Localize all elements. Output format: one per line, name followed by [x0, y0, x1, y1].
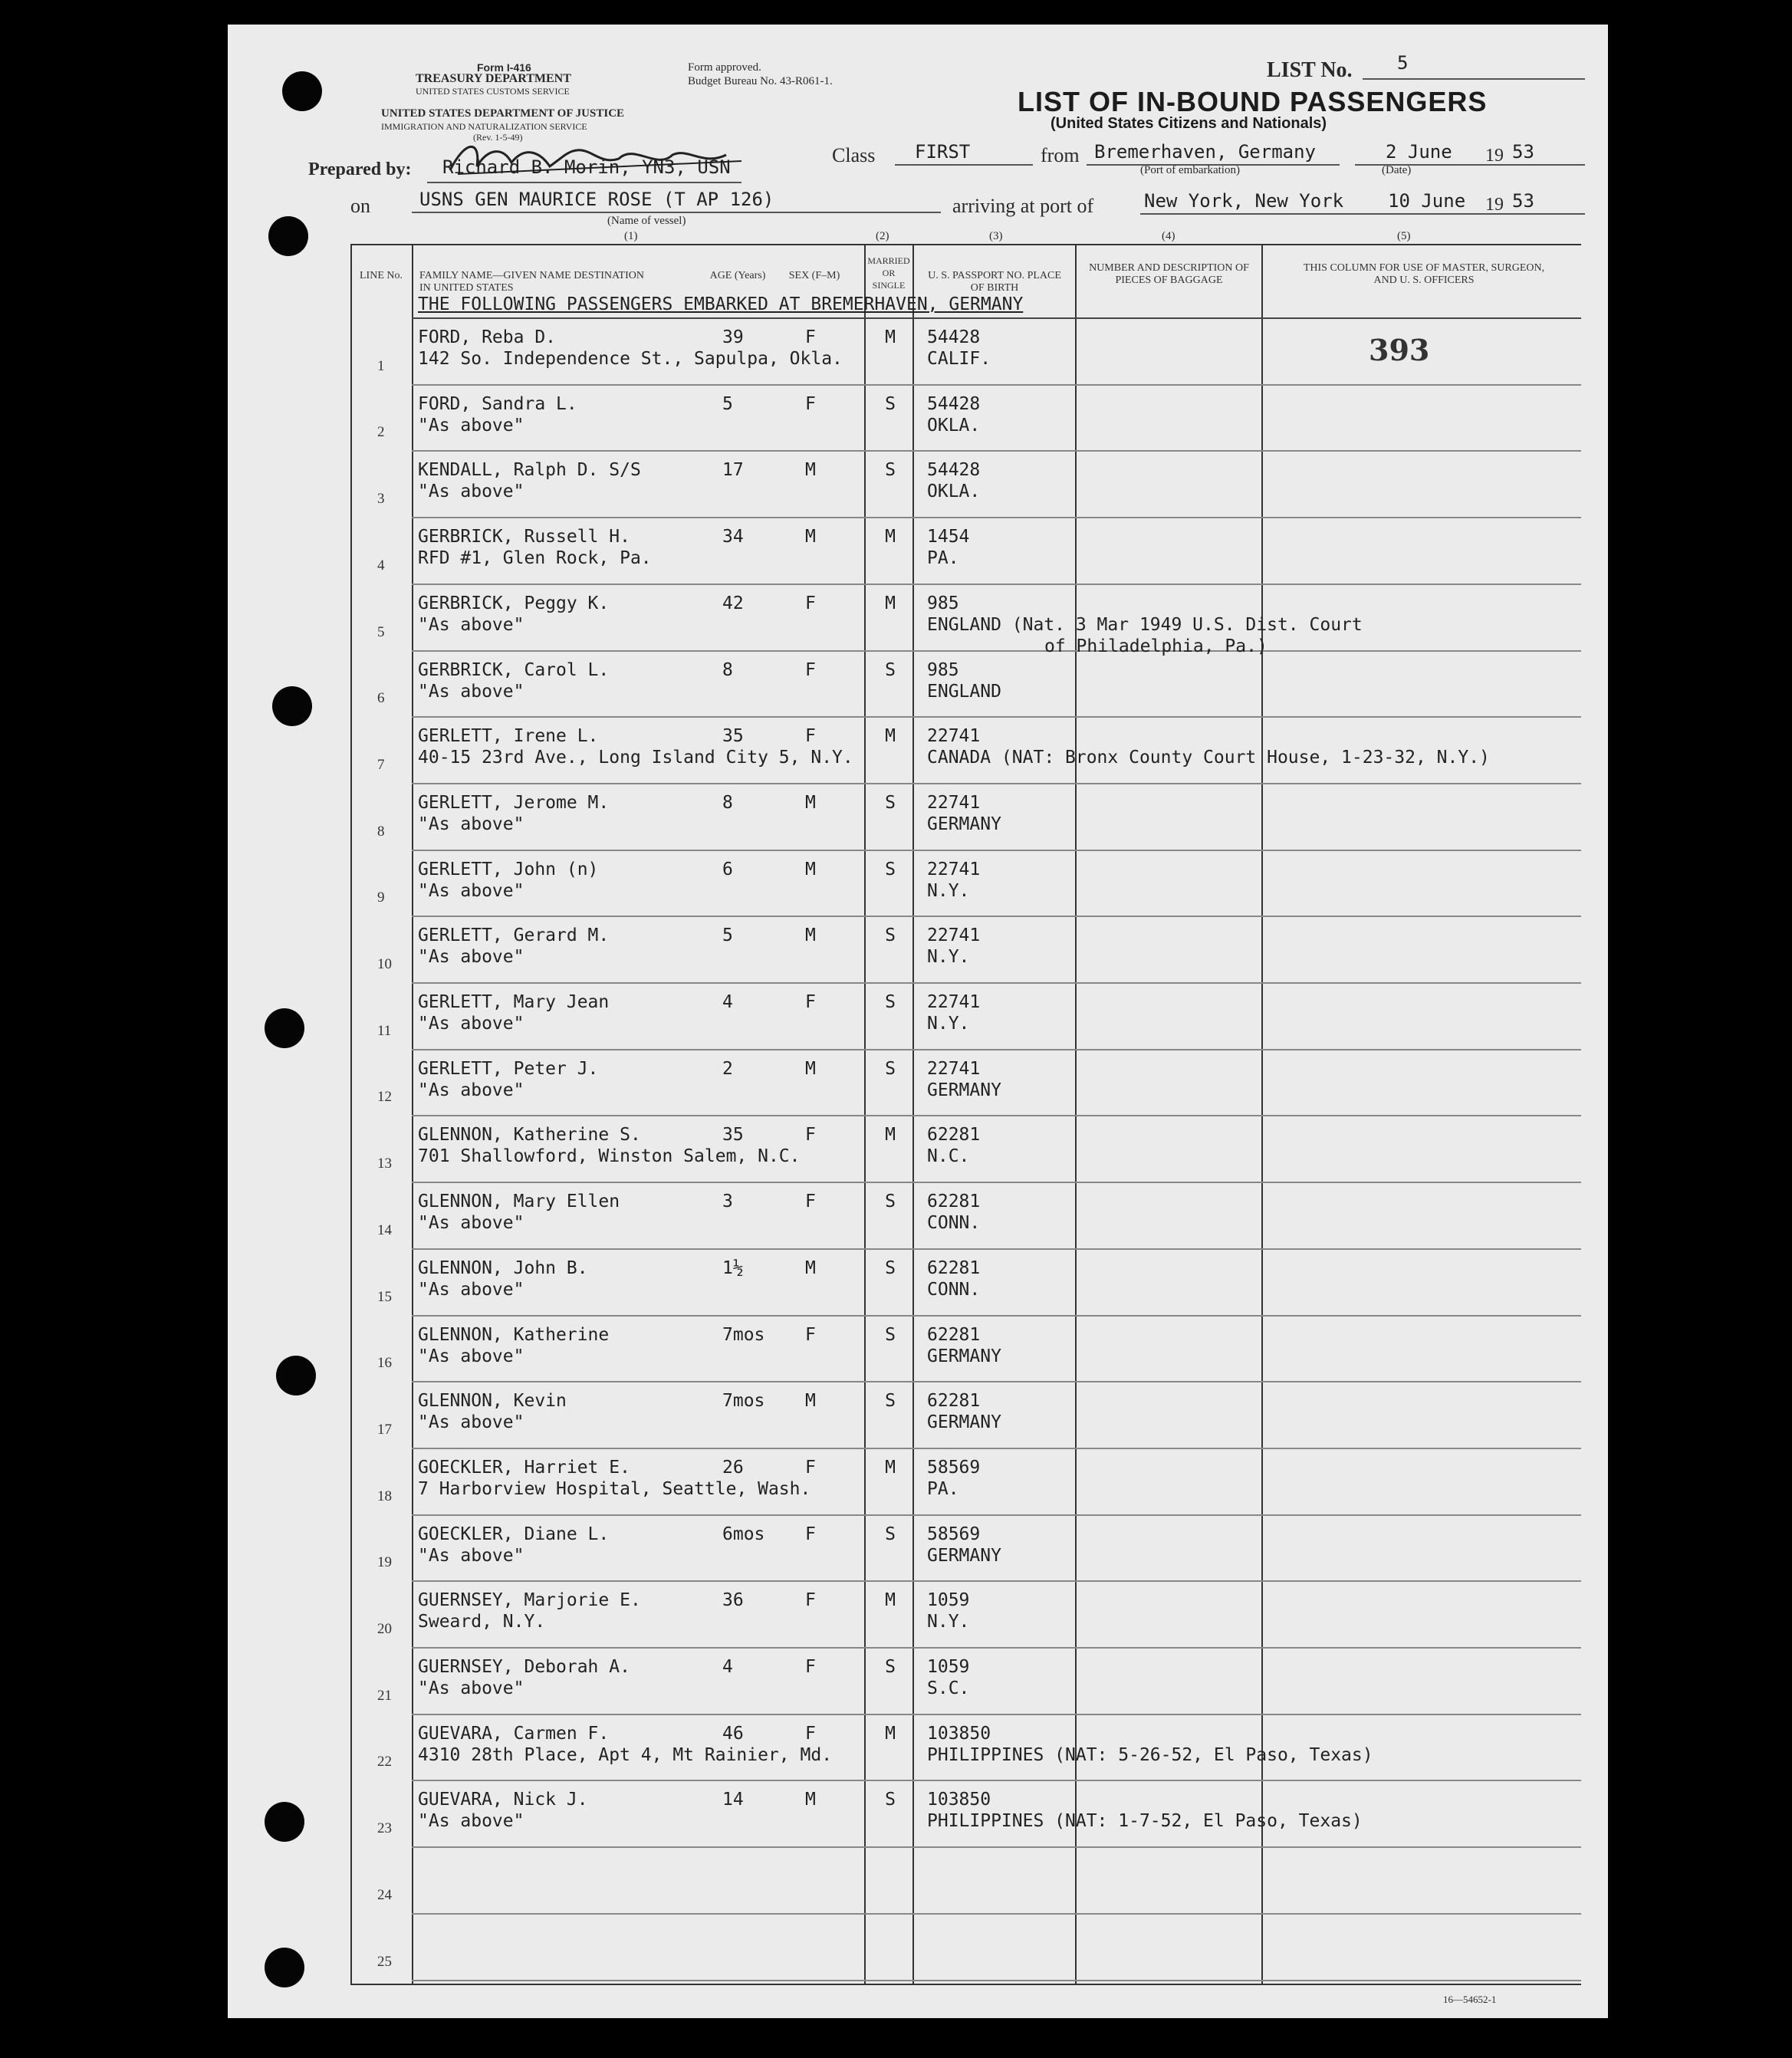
treasury-label: TREASURY DEPARTMENT: [416, 72, 571, 85]
place-of-birth: S.C.: [927, 1678, 970, 1698]
table-left-border: [350, 244, 352, 1984]
passenger-age: 2: [722, 1059, 733, 1079]
row-divider: [412, 982, 1581, 984]
passenger-sex: F: [805, 1524, 816, 1544]
budget-label: Budget Bureau No. 43-R061-1.: [688, 75, 833, 87]
passenger-marital-status: S: [885, 460, 896, 480]
passenger-name: GLENNON, Katherine: [418, 1325, 610, 1345]
passenger-name: GERBRICK, Peggy K.: [418, 593, 610, 613]
row-divider: [412, 1115, 1581, 1116]
divider-married: [912, 244, 914, 1984]
passenger-destination: "As above": [418, 814, 524, 834]
row-divider: [412, 1913, 1581, 1915]
vessel-caption: (Name of vessel): [607, 215, 686, 227]
passenger-age: 6mos: [722, 1524, 765, 1544]
passenger-sex: F: [805, 394, 816, 414]
passenger-name: GERLETT, Mary Jean: [418, 992, 610, 1012]
on-label: on: [350, 195, 370, 217]
row-divider: [412, 1647, 1581, 1649]
passenger-name: GERLETT, John (n): [418, 860, 599, 879]
passenger-destination: "As above": [418, 1678, 524, 1698]
passenger-age: 3: [722, 1192, 733, 1211]
row-divider: [412, 716, 1581, 718]
passport-number: 22741: [927, 925, 981, 945]
row-divider: [412, 584, 1581, 585]
passenger-marital-status: M: [885, 1458, 896, 1478]
passenger-marital-status: M: [885, 1590, 896, 1610]
place-of-birth: OKLA.: [927, 416, 981, 436]
passenger-sex: F: [805, 992, 816, 1012]
passport-number: 1059: [927, 1657, 970, 1677]
line-number: 5: [377, 624, 385, 640]
binder-hole: [265, 1948, 304, 1987]
passenger-name: GERLETT, Gerard M.: [418, 925, 610, 945]
passenger-marital-status: M: [885, 1724, 896, 1744]
passport-number: 22741: [927, 992, 981, 1012]
passenger-marital-status: S: [885, 992, 896, 1012]
row-divider: [412, 1381, 1581, 1382]
passenger-destination: "As above": [418, 615, 524, 635]
port-caption: (Port of embarkation): [1140, 164, 1240, 176]
table-top-border: [350, 244, 1581, 245]
passenger-sex: M: [805, 793, 816, 813]
row-divider: [412, 1780, 1581, 1781]
arrival-date: 10 June: [1388, 190, 1466, 212]
binder-hole: [265, 1008, 304, 1048]
passenger-destination: "As above": [418, 947, 524, 967]
passenger-marital-status: M: [885, 1125, 896, 1145]
line-number: 12: [377, 1089, 392, 1105]
passenger-sex: F: [805, 1458, 816, 1478]
header-baggage: NUMBER AND DESCRIPTION OF PIECES OF BAGGAGE: [1089, 262, 1249, 286]
list-number-label: LIST No.: [1267, 58, 1353, 82]
passenger-name: GLENNON, Kevin: [418, 1391, 567, 1411]
line-number: 21: [377, 1688, 392, 1704]
passport-number: 1059: [927, 1590, 970, 1610]
passenger-destination: "As above": [418, 1080, 524, 1100]
vessel-name: USNS GEN MAURICE ROSE (T AP 126): [419, 189, 774, 210]
passenger-sex: M: [805, 1391, 816, 1411]
passenger-marital-status: S: [885, 394, 896, 414]
passenger-sex: M: [805, 1258, 816, 1278]
passenger-marital-status: M: [885, 726, 896, 746]
binder-hole: [265, 1802, 304, 1842]
form-sheet: [228, 25, 1608, 2018]
from-port: Bremerhaven, Germany: [1094, 141, 1316, 163]
arrival-year: 53: [1512, 190, 1534, 212]
line-number: 14: [377, 1222, 392, 1238]
passenger-destination: RFD #1, Glen Rock, Pa.: [418, 548, 652, 568]
passport-number: 58569: [927, 1524, 981, 1544]
passenger-destination: "As above": [418, 482, 524, 501]
row-divider: [412, 650, 1581, 652]
place-of-birth: PHILIPPINES (NAT: 1-7-52, El Paso, Texas): [927, 1811, 1363, 1831]
col-number-1: (1): [624, 230, 638, 242]
passenger-destination: 4310 28th Place, Apt 4, Mt Rainier, Md.: [418, 1745, 833, 1765]
passenger-age: 35: [722, 726, 744, 746]
embarked-note: THE FOLLOWING PASSENGERS EMBARKED AT BREMERHAVEN, GERMANY: [418, 294, 1024, 314]
passenger-destination: "As above": [418, 1213, 524, 1233]
passenger-age: 42: [722, 593, 744, 613]
place-of-birth: N.Y.: [927, 881, 970, 901]
passenger-sex: F: [805, 1192, 816, 1211]
passenger-age: 7mos: [722, 1391, 765, 1411]
passenger-name: GUEVARA, Nick J.: [418, 1790, 588, 1810]
passenger-sex: F: [805, 726, 816, 746]
passport-number: 62281: [927, 1125, 981, 1145]
line-number: 18: [377, 1488, 392, 1504]
line-number: 19: [377, 1554, 392, 1570]
place-of-birth: GERMANY: [927, 1546, 1001, 1566]
line-number: 17: [377, 1422, 392, 1438]
passenger-destination: "As above": [418, 1811, 524, 1831]
line-number: 10: [377, 956, 392, 972]
from-year: 53: [1512, 141, 1534, 163]
date-caption: (Date): [1382, 164, 1412, 176]
passenger-sex: F: [805, 1657, 816, 1677]
row-divider: [412, 1448, 1581, 1449]
passenger-marital-status: S: [885, 1790, 896, 1810]
passenger-destination: 142 So. Independence St., Sapulpa, Okla.: [418, 349, 843, 369]
place-of-birth: PA.: [927, 1479, 959, 1499]
passenger-marital-status: M: [885, 527, 896, 547]
passport-number: 985: [927, 660, 959, 680]
arrival-port: New York, New York: [1144, 190, 1344, 212]
passenger-name: GUERNSEY, Deborah A.: [418, 1657, 630, 1677]
passport-number: 22741: [927, 726, 981, 746]
passenger-age: 5: [722, 925, 733, 945]
officer-stamp-number: 393: [1369, 333, 1430, 367]
form-title: LIST OF IN-BOUND PASSENGERS: [1018, 86, 1488, 117]
row-divider: [412, 916, 1581, 917]
from-label: from: [1041, 144, 1080, 166]
passport-number: 54428: [927, 327, 981, 347]
binder-hole: [268, 216, 308, 256]
header-age: AGE (Years): [709, 270, 766, 281]
passenger-destination: "As above": [418, 1280, 524, 1300]
passenger-name: GLENNON, Mary Ellen: [418, 1192, 620, 1211]
passenger-sex: F: [805, 327, 816, 347]
divider-line-no: [412, 244, 413, 1984]
passenger-destination: Sweard, N.Y.: [418, 1612, 546, 1632]
header-sex: SEX (F–M): [788, 270, 840, 281]
binder-hole: [282, 71, 322, 111]
header-line-no: LINE No.: [360, 270, 403, 281]
header-officers: THIS COLUMN FOR USE OF MASTER, SURGEON, AND U. S. OFFICERS: [1303, 262, 1545, 286]
passenger-destination: 7 Harborview Hospital, Seattle, Wash.: [418, 1479, 811, 1499]
header-married: MARRIED OR SINGLE: [867, 255, 910, 291]
passenger-sex: F: [805, 1590, 816, 1610]
row-divider: [412, 517, 1581, 518]
passenger-age: 6: [722, 860, 733, 879]
from-year-prefix: 19: [1485, 146, 1504, 166]
form-code: 16—54652-1: [1443, 1994, 1497, 2005]
line-number: 13: [377, 1156, 392, 1172]
passenger-sex: M: [805, 925, 816, 945]
list-number: 5: [1397, 52, 1409, 74]
passenger-destination: 40-15 23rd Ave., Long Island City 5, N.Y.: [418, 748, 853, 768]
row-divider: [412, 783, 1581, 784]
line-number: 25: [377, 1954, 392, 1970]
divider-name: [864, 244, 866, 1984]
passenger-marital-status: S: [885, 1391, 896, 1411]
col-number-5: (5): [1397, 230, 1411, 242]
passenger-sex: F: [805, 1125, 816, 1145]
approval-label: Form approved.: [688, 61, 761, 74]
place-of-birth: PHILIPPINES (NAT: 5-26-52, El Paso, Texas): [927, 1745, 1373, 1765]
binder-hole: [276, 1356, 316, 1396]
passenger-sex: F: [805, 1724, 816, 1744]
place-of-birth: OKLA.: [927, 482, 981, 501]
place-of-birth: GERMANY: [927, 814, 1001, 834]
passenger-name: GOECKLER, Diane L.: [418, 1524, 610, 1544]
line-number: 23: [377, 1820, 392, 1836]
passport-number: 22741: [927, 1059, 981, 1079]
passenger-age: 1½: [722, 1258, 744, 1278]
col-number-3: (3): [989, 230, 1003, 242]
place-of-birth: N.C.: [927, 1146, 970, 1166]
passport-number: 1454: [927, 527, 970, 547]
prepared-by-label: Prepared by:: [308, 159, 412, 179]
passenger-destination: "As above": [418, 1412, 524, 1432]
passenger-name: GERLETT, Peter J.: [418, 1059, 599, 1079]
passenger-destination: "As above": [418, 1546, 524, 1566]
place-of-birth: ENGLAND: [927, 682, 1001, 702]
row-divider: [412, 1182, 1581, 1183]
passenger-marital-status: S: [885, 1657, 896, 1677]
passenger-name: GERBRICK, Russell H.: [418, 527, 630, 547]
passenger-destination: "As above": [418, 416, 524, 436]
passenger-destination: 701 Shallowford, Winston Salem, N.C.: [418, 1146, 801, 1166]
passenger-destination: "As above": [418, 1346, 524, 1366]
passenger-name: GOECKLER, Harriet E.: [418, 1458, 630, 1478]
place-of-birth: GERMANY: [927, 1080, 1001, 1100]
passenger-age: 17: [722, 460, 744, 480]
passport-number: 62281: [927, 1391, 981, 1411]
passenger-age: 35: [722, 1125, 744, 1145]
class-label: Class: [832, 144, 876, 166]
header-name: FAMILY NAME—GIVEN NAME DESTINATION IN UNITED STATES: [419, 270, 644, 294]
passport-number: 103850: [927, 1724, 991, 1744]
passenger-name: GUEVARA, Carmen F.: [418, 1724, 610, 1744]
passenger-age: 39: [722, 327, 744, 347]
line-number: 1: [377, 358, 385, 374]
line-number: 3: [377, 491, 385, 507]
line-number: 24: [377, 1887, 392, 1903]
passport-number: 22741: [927, 793, 981, 813]
arriving-label: arriving at port of: [952, 195, 1094, 217]
divider-passport: [1075, 244, 1077, 1984]
passenger-age: 7mos: [722, 1325, 765, 1345]
passenger-age: 4: [722, 992, 733, 1012]
passenger-sex: F: [805, 1325, 816, 1345]
row-divider: [412, 850, 1581, 851]
passenger-sex: M: [805, 460, 816, 480]
row-divider: [412, 1248, 1581, 1250]
place-of-birth: N.Y.: [927, 947, 970, 967]
row-divider: [412, 1714, 1581, 1715]
passport-number: 62281: [927, 1325, 981, 1345]
place-of-birth: CANADA (NAT: Bronx County Court House, 1-23-32, N.Y.): [927, 748, 1490, 768]
passenger-age: 5: [722, 394, 733, 414]
line-number: 4: [377, 557, 385, 574]
line-number: 20: [377, 1621, 392, 1637]
header-passport: U. S. PASSPORT NO. PLACE OF BIRTH: [928, 270, 1061, 294]
place-of-birth-cont: of Philadelphia, Pa.): [1044, 636, 1268, 656]
row-divider: [412, 1049, 1581, 1050]
row-divider: [412, 1315, 1581, 1317]
passenger-destination: "As above": [418, 881, 524, 901]
passenger-name: KENDALL, Ralph D. S/S: [418, 460, 641, 480]
form-subtitle: (United States Citizens and Nationals): [1051, 115, 1327, 132]
place-of-birth: CONN.: [927, 1280, 981, 1300]
justice-label: UNITED STATES DEPARTMENT OF JUSTICE: [381, 107, 625, 120]
place-of-birth: N.Y.: [927, 1014, 970, 1034]
place-of-birth: CONN.: [927, 1213, 981, 1233]
passenger-sex: M: [805, 1059, 816, 1079]
ins-label: IMMIGRATION AND NATURALIZATION SERVICE: [381, 121, 587, 132]
passenger-name: GERLETT, Irene L.: [418, 726, 599, 746]
from-date: 2 June: [1386, 141, 1452, 163]
passenger-age: 36: [722, 1590, 744, 1610]
binder-hole: [272, 686, 312, 726]
line-number: 7: [377, 757, 385, 773]
passenger-marital-status: S: [885, 660, 896, 680]
row-divider: [412, 1846, 1581, 1848]
customs-label: UNITED STATES CUSTOMS SERVICE: [416, 86, 570, 97]
passenger-age: 34: [722, 527, 744, 547]
passenger-sex: F: [805, 660, 816, 680]
passport-number: 54428: [927, 460, 981, 480]
place-of-birth: N.Y.: [927, 1612, 970, 1632]
passenger-marital-status: S: [885, 1059, 896, 1079]
passenger-sex: M: [805, 527, 816, 547]
signature: [435, 132, 757, 186]
passenger-age: 8: [722, 660, 733, 680]
place-of-birth: PA.: [927, 548, 959, 568]
passenger-sex: M: [805, 1790, 816, 1810]
line-number: 15: [377, 1289, 392, 1305]
passenger-age: 8: [722, 793, 733, 813]
row-divider: [412, 1580, 1581, 1582]
place-of-birth: CALIF.: [927, 349, 991, 369]
row-divider: [412, 384, 1581, 386]
row-divider: [412, 1514, 1581, 1516]
line-number: 2: [377, 424, 385, 440]
passport-number: 985: [927, 593, 959, 613]
line-number: 9: [377, 889, 385, 906]
passenger-name: GLENNON, John B.: [418, 1258, 588, 1278]
col-number-2: (2): [876, 230, 889, 242]
place-of-birth: GERMANY: [927, 1412, 1001, 1432]
passport-number: 22741: [927, 860, 981, 879]
line-number: 6: [377, 690, 385, 706]
place-of-birth: ENGLAND (Nat. 3 Mar 1949 U.S. Dist. Court: [927, 615, 1363, 635]
passenger-marital-status: S: [885, 1524, 896, 1544]
passport-number: 54428: [927, 394, 981, 414]
divider-baggage: [1261, 244, 1263, 1984]
passenger-name: GERBRICK, Carol L.: [418, 660, 610, 680]
passenger-name: GUERNSEY, Marjorie E.: [418, 1590, 641, 1610]
line-number: 8: [377, 824, 385, 840]
passenger-sex: M: [805, 860, 816, 879]
passenger-marital-status: M: [885, 593, 896, 613]
revision-label: (Rev. 1-5-49): [473, 132, 523, 143]
passport-number: 62281: [927, 1192, 981, 1211]
prepared-by: Richard B. Morin, YN3, USN: [442, 156, 731, 178]
passenger-name: FORD, Reba D.: [418, 327, 557, 347]
col-number-4: (4): [1162, 230, 1175, 242]
line-number: 11: [377, 1023, 392, 1039]
arrival-year-prefix: 19: [1485, 195, 1504, 215]
passenger-marital-status: M: [885, 327, 896, 347]
place-of-birth: GERMANY: [927, 1346, 1001, 1366]
passenger-age: 46: [722, 1724, 744, 1744]
passenger-destination: "As above": [418, 682, 524, 702]
passenger-name: GERLETT, Jerome M.: [418, 793, 610, 813]
passenger-name: GLENNON, Katherine S.: [418, 1125, 641, 1145]
passenger-name: FORD, Sandra L.: [418, 394, 577, 414]
passport-number: 58569: [927, 1458, 981, 1478]
passenger-sex: F: [805, 593, 816, 613]
passenger-destination: "As above": [418, 1014, 524, 1034]
passenger-marital-status: S: [885, 793, 896, 813]
form-number: Form I-416: [477, 61, 531, 74]
row-divider: [412, 450, 1581, 452]
passenger-marital-status: S: [885, 1192, 896, 1211]
passenger-marital-status: S: [885, 925, 896, 945]
passenger-marital-status: S: [885, 860, 896, 879]
row-divider: [412, 1980, 1581, 1981]
passenger-age: 4: [722, 1657, 733, 1677]
passenger-marital-status: S: [885, 1325, 896, 1345]
passenger-age: 26: [722, 1458, 744, 1478]
passenger-marital-status: S: [885, 1258, 896, 1278]
table-bottom-border: [350, 1984, 1581, 1985]
line-number: 22: [377, 1754, 392, 1770]
passenger-age: 14: [722, 1790, 744, 1810]
class-value: FIRST: [915, 141, 971, 163]
line-number: 16: [377, 1355, 392, 1371]
passport-number: 103850: [927, 1790, 991, 1810]
passport-number: 62281: [927, 1258, 981, 1278]
